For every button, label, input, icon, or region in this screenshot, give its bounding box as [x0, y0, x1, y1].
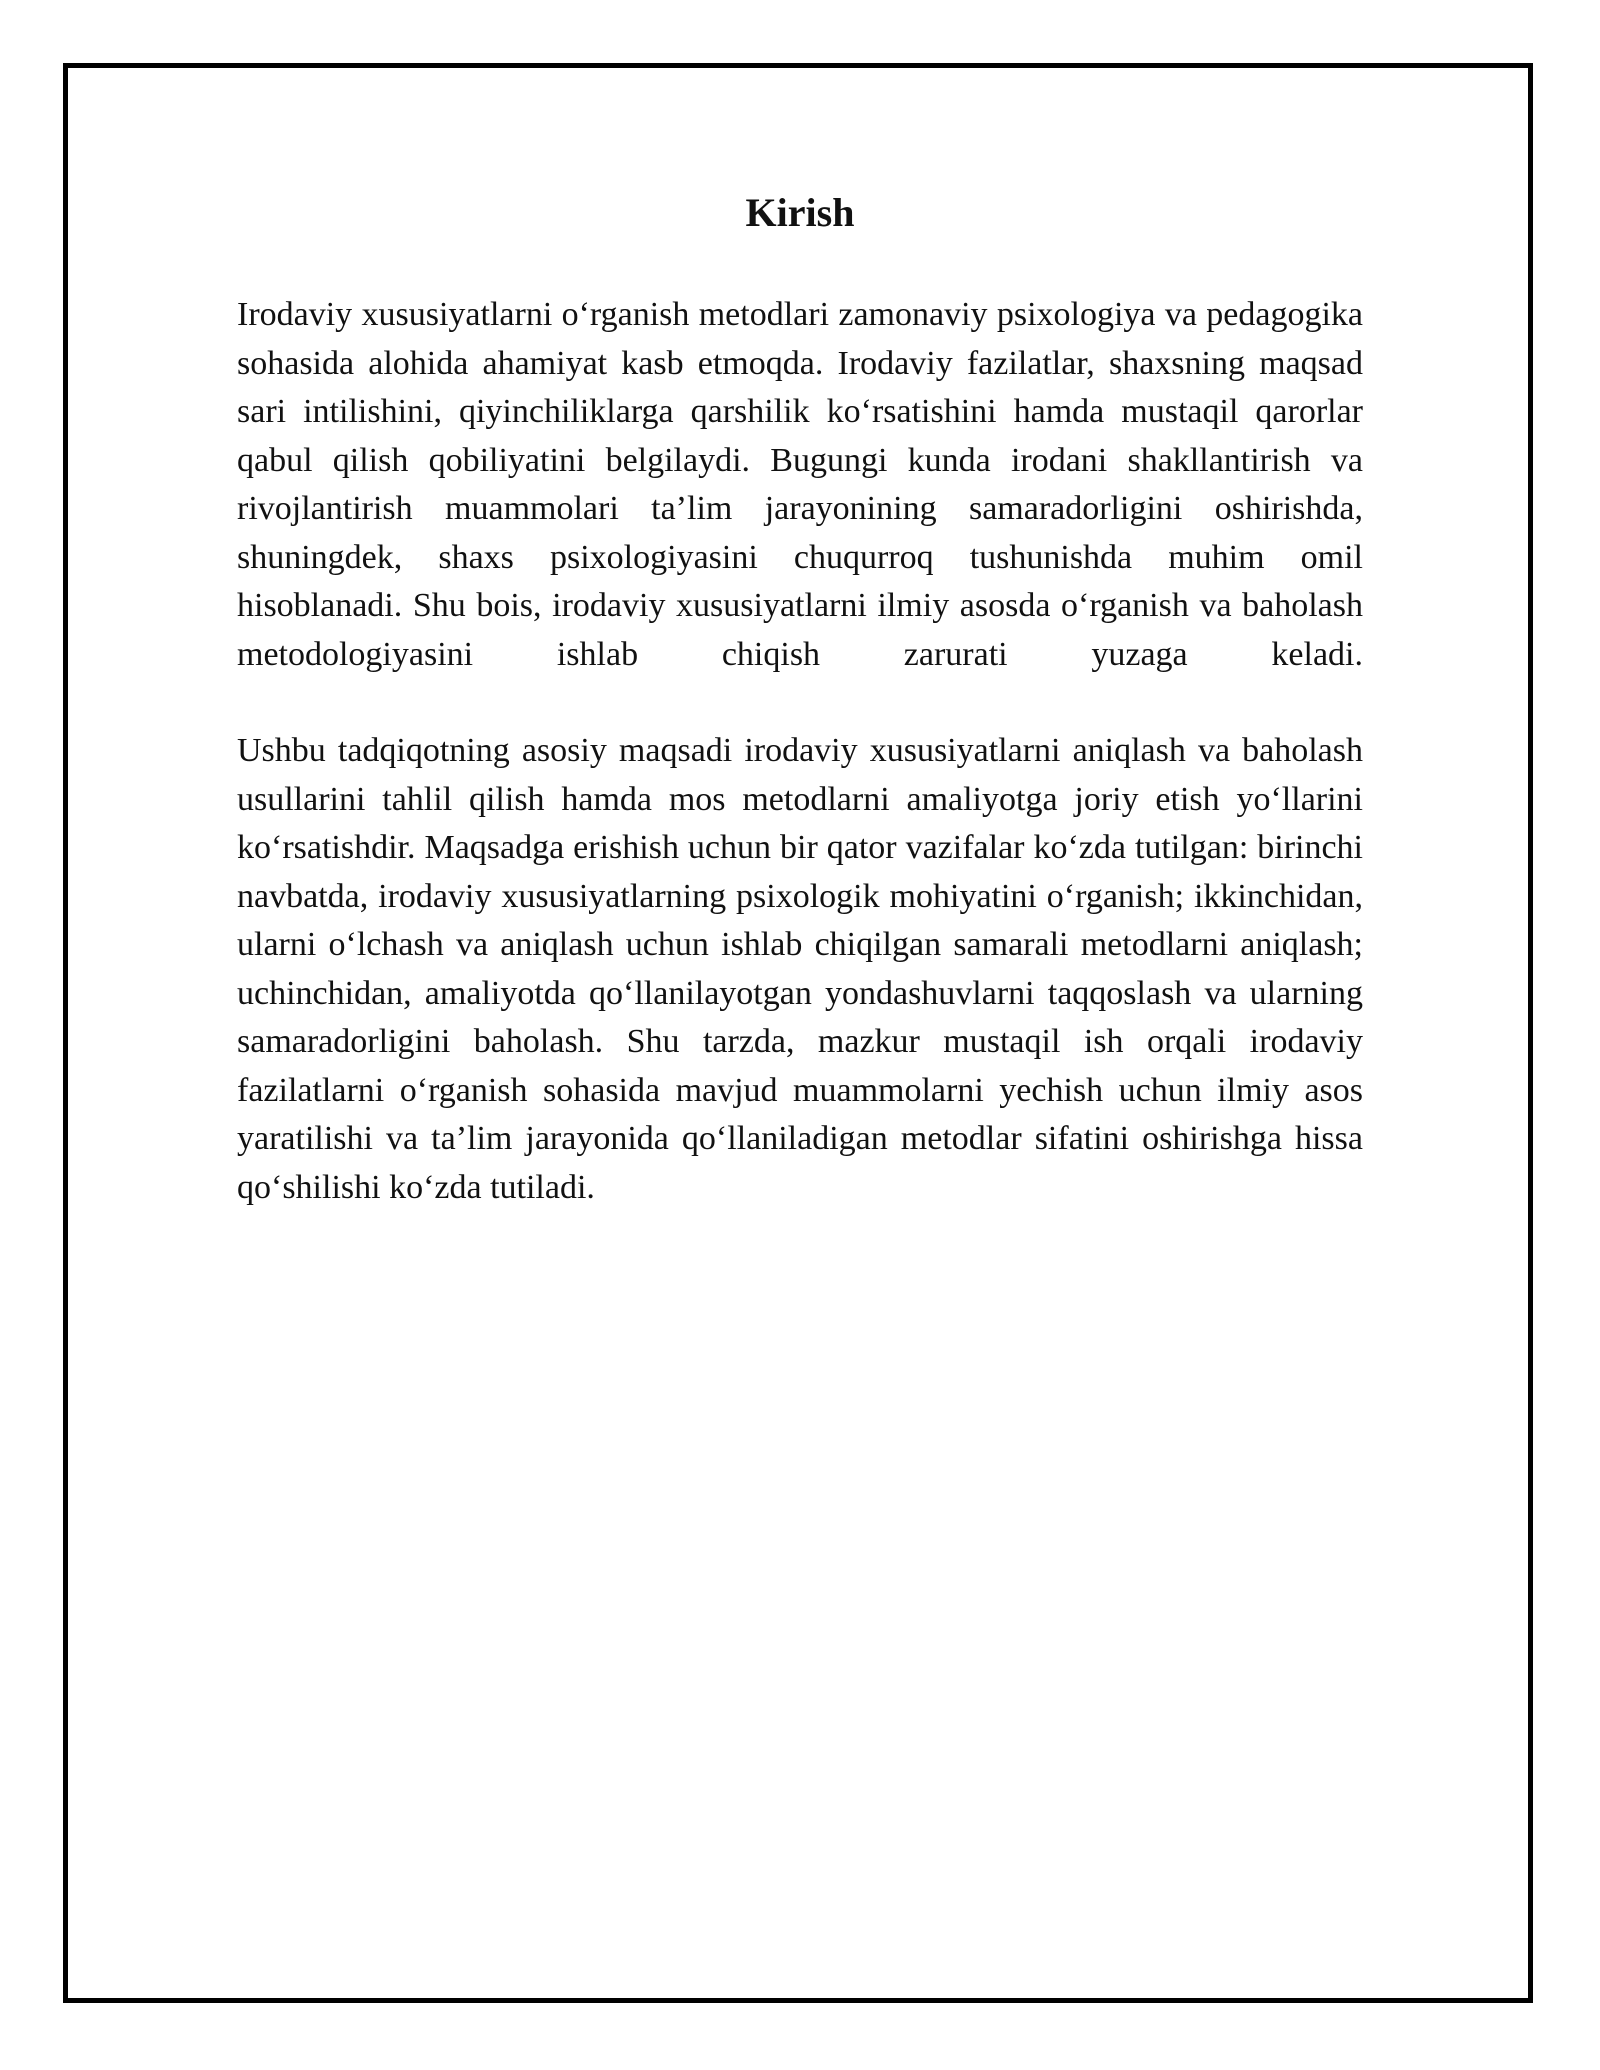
page-title: Kirish — [745, 190, 855, 235]
intro-paragraph-2: Ushbu tadqiqotning asosiy maqsadi irodaviy xususiyatlarni aniqlash va baholash usullarini tahlil qilish hamda mos metodlarni amaliyotga joriy etish yo‘llarini ko‘rsatishdir. Maqsadga erishish uchun bir qator vazifalar ko‘zda tutilgan: birinchi navbatda, irodaviy xususiyatlarning psixologik mohiyatini o‘rganish; ikkinchidan, ularni o‘lchash va aniqlash uchun ishlab chiqilgan samarali metodlarni aniqlash; uchinchidan, amaliyotda qo‘llanilayotgan yondashuvlarni taqqoslash va ularning samaradorligini baholash. Shu tarzda, mazkur mustaqil ish orqali irodaviy fazilatlarni o‘rganish sohasida mavjud muammolarni yechish uchun ilmiy asos yaratilishi va ta’lim jarayonida qo‘llaniladigan metodlar sifatini oshirishga hissa qo‘shilishi ko‘zda tutiladi. — [237, 732, 1363, 1206]
document-body — [237, 291, 1363, 1212]
intro-paragraph-1: Irodaviy xususiyatlarni o‘rganish metodlari zamonaviy psixologiya va pedagogika sohasida alohida ahamiyat kasb etmoqda. Irodaviy fazilatlar, shaxsning maqsad sari intilishini, qiyinchiliklarga qarshilik ko‘rsatishini hamda mustaqil qarorlar qabul qilish qobiliyatini belgilaydi. Bugungi kunda irodani shakllantirish va rivojlantirish muammolari ta’lim jarayonining samaradorligini oshirishda, shuningdek, shaxs psixologiyasini chuqurroq tushunishda muhim omil hisoblanadi. Shu bois, irodaviy xususiyatlarni ilmiy asosda o‘rganish va baholash metodologiyasini ishlab chiqish zarurati yuzaga keladi. — [237, 296, 1363, 673]
